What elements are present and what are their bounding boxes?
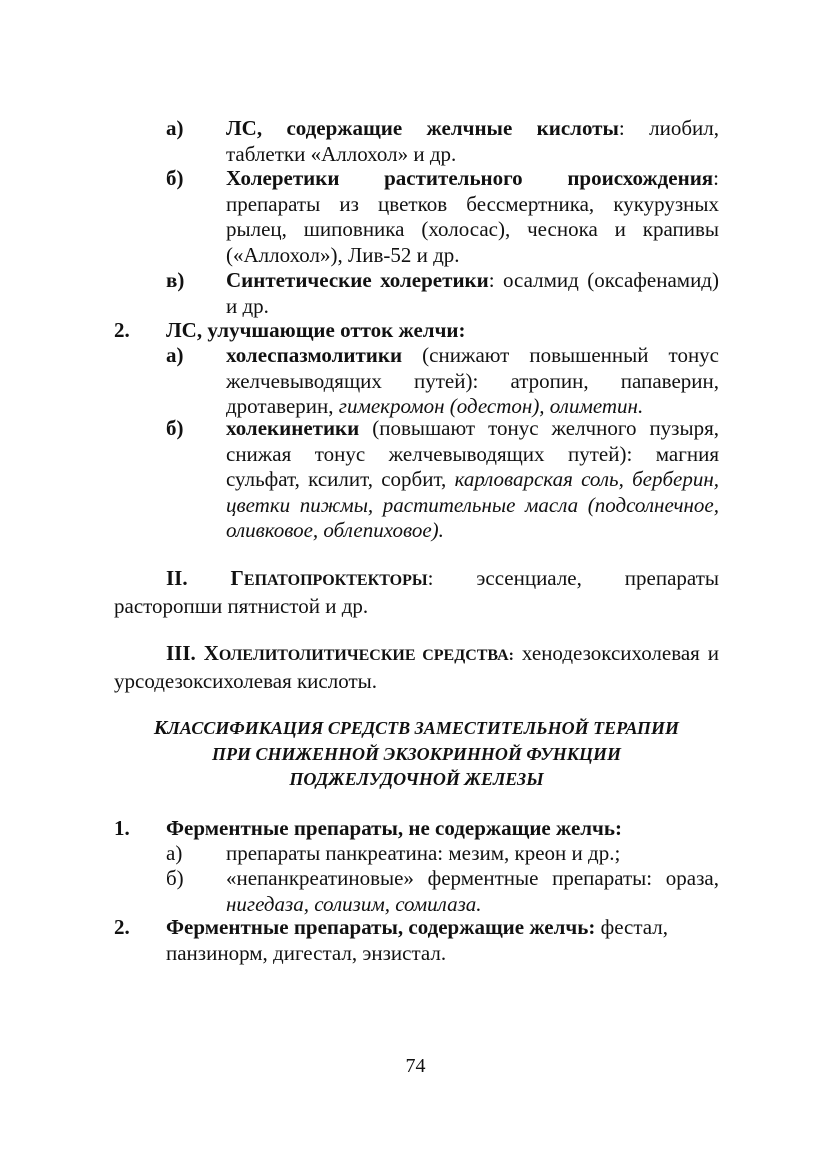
item-text: : препараты из цветков бессмертника, кукурузных рылец, шиповника (холосас), чеснока и крапивы («Аллохол»), Лив-52 и др. [226, 166, 719, 267]
list-marker: б) [166, 166, 184, 190]
bold-term: Ферментные препараты, содержащие желчь: [166, 915, 596, 939]
list-marker: а) [166, 116, 184, 140]
bold-term: холекинетики [226, 416, 360, 440]
paragraph-text: хенодезоксихолевая и урсодезоксихолевая кислоты. [114, 641, 719, 693]
list-item-text: препараты панкреатина: мезим, креон и др.; [226, 841, 621, 865]
section-heading-inline: III. ХОЛЕЛИТОЛИТИЧЕСКИЕ СРЕДСТВА: [166, 641, 514, 665]
page-number: 74 [405, 1055, 426, 1077]
item-text: «непанкреатиновые» ферментные препараты: ораза, [226, 866, 719, 890]
list-item-text [226, 866, 719, 917]
cholelitholytic-paragraph [114, 641, 719, 694]
italic-text: нигедаза, солизим, сомилаза. [226, 891, 482, 916]
list-marker: б) [166, 416, 184, 440]
list-marker: б) [166, 866, 184, 890]
list-item-text [226, 166, 719, 268]
list-number: 2. [114, 915, 130, 939]
item-text: : лиобил, таблетки «Аллохол» и др. [226, 116, 719, 166]
bold-term: холеспазмолитики [226, 343, 403, 367]
heading-line: КЛАССИФИКАЦИЯ СРЕДСТВ ЗАМЕСТИТЕЛЬНОЙ ТЕРАПИИ [153, 717, 680, 739]
list-title: Ферментные препараты, не содержащие желчь: [166, 816, 623, 840]
italic-text: гимекромон (одестон), олиметин. [338, 394, 644, 418]
list-item-text [166, 915, 719, 966]
section-heading-inline: II. ГЕПАТОПРОКТЕКТОРЫ [166, 566, 428, 590]
item-text: : осалмид (оксафенамид) и др. [226, 268, 719, 318]
list-item-text [226, 343, 719, 420]
bold-term: ЛС, содержащие желчные кислоты [226, 116, 619, 140]
heading-line: ПРИ СНИЖЕННОЙ ЭКЗОКРИННОЙ ФУНКЦИИ [212, 743, 621, 764]
item-text: (снижают повышенный тонус желчевыводящих путей): атропин, папаверин, дротаверин, [226, 343, 719, 418]
item-text: фестал, панзинорм, дигестал, энзистал. [166, 915, 669, 965]
paragraph-text: : эссенциале, препараты расторопши пятнистой и др. [114, 566, 719, 618]
list-item-text [226, 116, 719, 167]
hepatoprotectors-paragraph [114, 566, 719, 619]
list-item-text [226, 268, 719, 319]
list-marker: а) [166, 841, 183, 865]
item-text: (повышают тонус желчного пузыря, снижая тонус желчевыводящих путей): магния сульфат, ксилит, сорбит, [226, 416, 719, 491]
classification-heading [114, 716, 719, 793]
italic-text: карловарская соль, берберин, цветки пижмы, растительные масла (подсолнечное, оливковое, облепиховое). [226, 467, 719, 542]
list-item-text [226, 416, 719, 544]
list-marker: в) [166, 268, 185, 292]
list-title: ЛС, улучшающие отток желчи: [166, 318, 466, 342]
bold-term: Холеретики растительного происхождения [226, 166, 714, 190]
bold-term: Синтетические холеретики [226, 268, 489, 292]
list-marker: а) [166, 343, 184, 367]
list-number: 2. [114, 318, 130, 342]
heading-line: ПОДЖЕЛУДОЧНОЙ ЖЕЛЕЗЫ [289, 769, 544, 789]
list-number: 1. [114, 816, 130, 840]
